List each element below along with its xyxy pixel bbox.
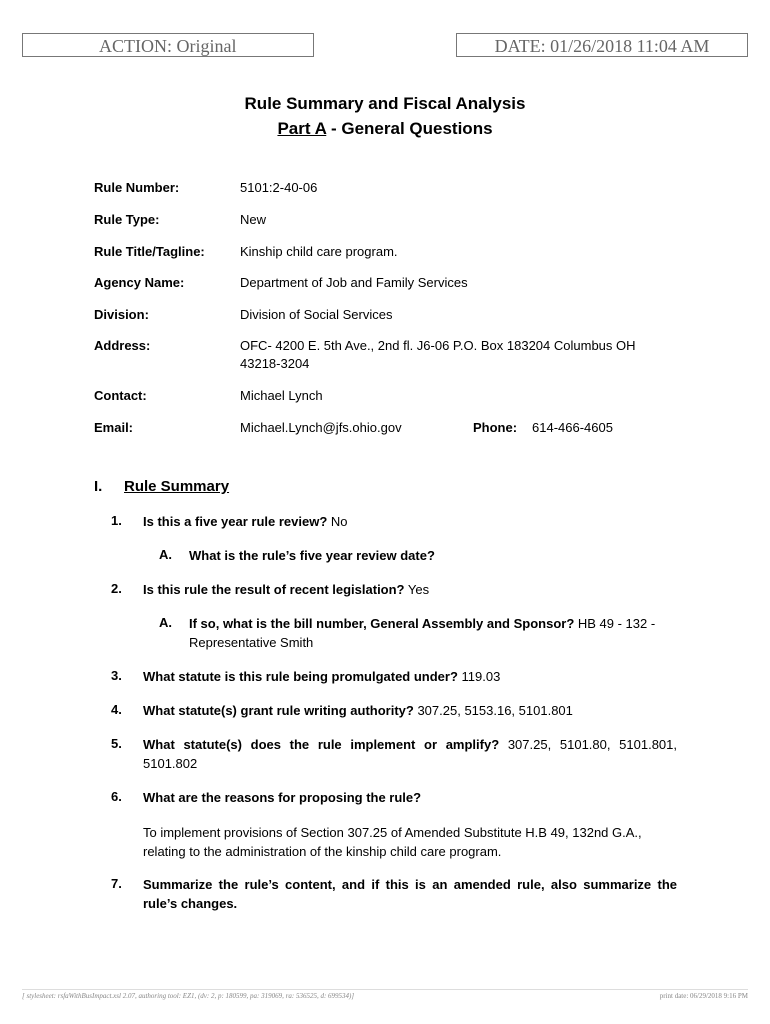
question-2a-text: If so, what is the bill number, General Assembly and Sponsor? xyxy=(189,616,575,631)
question-7-text: Summarize the rule’s content, and if this is an amended rule, also summarize the rule’s changes. xyxy=(143,877,677,911)
question-1 xyxy=(143,512,677,531)
phone-value: 614-466-4605 xyxy=(532,420,613,435)
subtitle-rest: - General Questions xyxy=(326,119,493,138)
question-2-answer: Yes xyxy=(404,582,430,597)
question-7-number: 7. xyxy=(111,876,122,891)
question-3 xyxy=(143,667,677,686)
division-value: Division of Social Services xyxy=(240,307,393,322)
question-1a-text: What is the rule’s five year review date? xyxy=(189,548,435,563)
rule-title-value: Kinship child care program. xyxy=(240,244,398,259)
page-title: Rule Summary and Fiscal Analysis xyxy=(244,94,526,113)
division-label: Division: xyxy=(94,307,149,322)
question-2-text: Is this rule the result of recent legislation? xyxy=(143,582,405,597)
question-4-number: 4. xyxy=(111,702,122,717)
question-5-text: What statute(s) does the rule implement or amplify? xyxy=(143,737,500,752)
rule-number-value: 5101:2-40-06 xyxy=(240,180,318,195)
question-2 xyxy=(143,580,677,599)
question-7 xyxy=(143,875,677,913)
address-line2: 43218-3204 xyxy=(240,356,310,371)
question-1-text: Is this a five year rule review? xyxy=(143,514,328,529)
phone-label: Phone: xyxy=(473,420,518,435)
part-label: Part A xyxy=(277,119,327,138)
action-box: ACTION: Original xyxy=(22,33,314,57)
question-1a xyxy=(189,546,677,565)
question-2-number: 2. xyxy=(111,581,122,596)
question-5-answer: 307.25, 5101.80, 5101.801, 5101.802 xyxy=(143,737,677,771)
rule-type-value: New xyxy=(240,212,267,227)
question-2a-number: A. xyxy=(159,615,172,630)
agency-value: Department of Job and Family Services xyxy=(240,275,468,290)
question-2a xyxy=(189,614,677,652)
question-4-answer: 307.25, 5153.16, 5101.801 xyxy=(413,703,573,718)
agency-label: Agency Name: xyxy=(94,275,185,290)
question-4-text: What statute(s) grant rule writing authority? xyxy=(143,703,414,718)
question-3-number: 3. xyxy=(111,668,122,683)
rule-type-label: Rule Type: xyxy=(94,212,160,227)
page-subtitle xyxy=(0,119,770,139)
contact-value: Michael Lynch xyxy=(240,388,323,403)
question-1-number: 1. xyxy=(111,513,122,528)
address-line1: OFC- 4200 E. 5th Ave., 2nd fl. J6-06 P.O. Box 183204 Columbus OH xyxy=(240,338,636,353)
email-label: Email: xyxy=(94,420,134,435)
question-3-answer: 119.03 xyxy=(457,669,501,684)
question-6-number: 6. xyxy=(111,789,122,804)
section-title: Rule Summary xyxy=(124,478,230,495)
question-6-answer: To implement provisions of Section 307.25 of Amended Substitute H.B 49, 132nd G.A., relating to the administration of the kinship child care program. xyxy=(143,825,642,859)
footer-divider xyxy=(22,989,748,990)
footer-stylesheet-info: [ stylesheet: rsfaWithBusImpact.xsl 2.07, authoring tool: EZ1, (dv: 2, p: 180599, pa: 319069, ra: 536525, d: 699534)] xyxy=(22,992,355,1000)
rule-title-label: Rule Title/Tagline: xyxy=(94,244,205,259)
question-5 xyxy=(143,735,677,773)
question-6 xyxy=(143,788,677,807)
question-1a-number: A. xyxy=(159,547,172,562)
question-6-text: What are the reasons for proposing the rule? xyxy=(143,790,422,805)
section-number: I. xyxy=(94,478,103,495)
question-3-text: What statute is this rule being promulgated under? xyxy=(143,669,458,684)
question-5-number: 5. xyxy=(111,736,122,751)
email-value[interactable]: Michael.Lynch@jfs.ohio.gov xyxy=(240,420,402,435)
footer-print-date: print date: 06/29/2018 9:16 PM xyxy=(659,992,748,1000)
contact-label: Contact: xyxy=(94,388,147,403)
date-box: DATE: 01/26/2018 11:04 AM xyxy=(456,33,748,57)
question-1-answer: No xyxy=(327,514,348,529)
rule-number-label: Rule Number: xyxy=(94,180,180,195)
question-2a-answer: HB 49 - 132 - Representative Smith xyxy=(189,616,656,650)
address-label: Address: xyxy=(94,338,151,353)
question-4 xyxy=(143,701,677,720)
